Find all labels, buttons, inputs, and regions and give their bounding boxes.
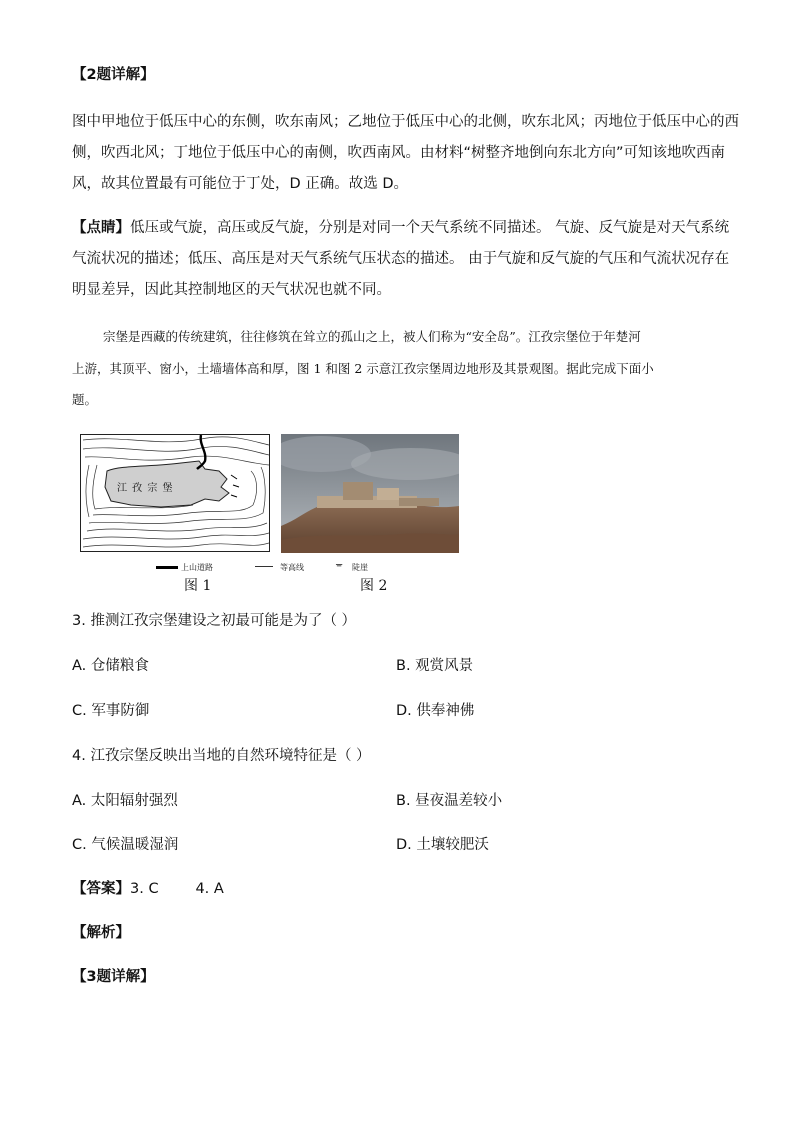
map-label: 江 孜 宗 堡 <box>117 483 174 494</box>
q4-option-d[interactable]: D. 土壤较肥沃 <box>396 837 489 853</box>
q3-option-c[interactable]: C. 军事防御 <box>72 703 150 719</box>
cliff-marks <box>231 475 239 497</box>
analysis-label: 【解析】 <box>72 925 130 941</box>
q3-option-b[interactable]: B. 观赏风景 <box>396 658 474 674</box>
figure-2-caption: 图 2 <box>360 578 388 594</box>
comment-line-2: 气流状况的描述；低压、高压是对天气系统气压状态的描述。 由于气旋和反气旋的气压和气流状况存在 <box>72 251 730 267</box>
legend-cliff-text: 陡崖 <box>352 563 368 572</box>
q2-detail-line-2: 侧，吹西北风；丁地位于低压中心的南侧，吹西南风。由材料“树整齐地倒向东北方向”可知该地吹西南 <box>72 145 726 161</box>
contour-line <box>83 446 269 455</box>
comment-text-1: 低压或气旋，高压或反气旋，分别是对同一个天气系统不同描述。 气旋、反气旋是对天气系统 <box>130 220 730 236</box>
material-line-1: 宗堡是西藏的传统建筑，往往修筑在耸立的孤山之上，被人们称为“安全岛”。江孜宗堡位于年楚河 <box>103 329 641 344</box>
contour-map-svg <box>81 435 270 552</box>
q4-option-a[interactable]: A. 太阳辐射强烈 <box>72 793 178 809</box>
q2-detail-line-3: 风，故其位置最有可能位于丁处，D 正确。故选 D。 <box>72 176 409 192</box>
figure-1-map <box>80 434 270 552</box>
fort-tower <box>343 482 373 500</box>
q3-option-d[interactable]: D. 供奉神佛 <box>396 703 475 719</box>
comment-label: 【点睛】 <box>72 220 130 236</box>
figure-1-caption: 图 1 <box>184 578 212 594</box>
q4-option-c[interactable]: C. 气候温暖湿润 <box>72 837 179 853</box>
legend-road-symbol <box>156 566 178 569</box>
contour-line <box>86 465 89 517</box>
contour-line <box>83 543 269 547</box>
fort-building <box>377 488 399 500</box>
material-line-2: 上游，其顶平、窗小，土墙墙体高和厚，图 1 和图 2 示意江孜宗堡周边地形及其景观图。据此完成下面小 <box>72 361 654 376</box>
comment-line-1 <box>72 221 729 236</box>
q4-option-b[interactable]: B. 昼夜温差较小 <box>396 793 503 809</box>
q2-detail-line-1: 图中甲地位于低压中心的东侧，吹东南风；乙地位于低压中心的北侧，吹东北风；丙地位于低压中心的西 <box>72 114 739 130</box>
contour-line <box>87 523 267 531</box>
contour-line <box>83 533 269 539</box>
fort-photo-svg <box>281 434 459 553</box>
fort-wall-right <box>399 498 439 506</box>
q3-option-a[interactable]: A. 仓储粮食 <box>72 658 149 674</box>
figure-2-photo <box>281 434 459 553</box>
comment-line-3: 明显差异，因此其控制地区的天气状况也就不同。 <box>72 282 391 298</box>
answer-text: 3. C 4. A <box>130 881 224 897</box>
legend-contour-text: 等高线 <box>280 563 304 572</box>
q2-detail-heading: 【2题详解】 <box>72 67 155 83</box>
answer-line <box>72 882 224 897</box>
q3-detail-heading: 【3题详解】 <box>72 969 155 985</box>
legend-road-text: 上山道路 <box>181 563 213 572</box>
answer-label: 【答案】 <box>72 881 130 897</box>
legend-cliff-symbol: ᚚ <box>336 560 343 570</box>
material-line-3: 题。 <box>72 392 98 407</box>
question-3-stem: 3. 推测江孜宗堡建设之初最可能是为了（ ） <box>72 613 357 629</box>
contour-line <box>83 437 269 445</box>
legend-contour-symbol <box>255 566 273 567</box>
question-4-stem: 4. 江孜宗堡反映出当地的自然环境特征是（ ） <box>72 748 371 764</box>
